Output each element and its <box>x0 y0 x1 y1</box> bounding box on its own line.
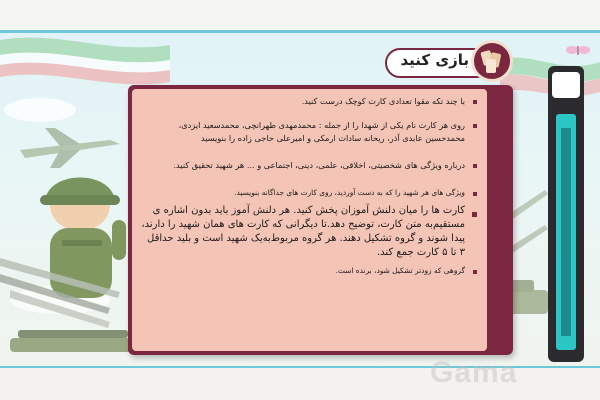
instruction-item: درباره ویژگی های شخصیتی، اخلاقی، علمی، دینی، اجتماعی و ... هر شهید تحقیق کنید. <box>140 159 477 172</box>
instruction-item: ویژگی های هر شهید را که به دست آوردید، روی کارت های جداگانه بنویسید. <box>140 187 477 198</box>
content-card <box>128 85 513 355</box>
instruction-item: روی هر کارت نام یکی از شهدا را از جمله : محمدمهدی طهرانچی، محمدسعید ایزدی، محمدحسین عابدی آذر، ریحانه سادات ارمکی و امیرعلی حاجی زاده را بنویسید <box>140 119 477 144</box>
title-badge <box>471 40 513 82</box>
instruction-item: کارت ها را میان دلنش آموزان پخش کنید. هر دلنش آموز باید بدون اشاره ی مستقیم‌به متن کارت، توضیح دهد.تا دیگرانی که کارت های همان شهید را دارند، پیدا شوند و گروه تشکیل دهند. هر گروه مربوط‌به‌یک شهید است و بلید حداقل ۳ تا ۵ کارت جمع کند. <box>140 204 477 261</box>
slide-title: بازی کنید <box>400 51 469 69</box>
side-panel-thumb[interactable] <box>552 72 580 98</box>
watermark-logo: Gama <box>430 356 518 389</box>
instruction-item: با چند تکه مقوا تعدادی کارت کوچک درست کنید. <box>140 95 477 107</box>
instructions-panel <box>132 89 487 351</box>
jet-left <box>20 128 120 168</box>
slide-side-scroller[interactable] <box>548 66 584 362</box>
butterfly-icon <box>566 46 590 55</box>
side-progress-track <box>561 128 571 336</box>
instruction-item: گروهی که زودتر تشکیل شود، برنده است. <box>140 265 477 276</box>
slide-title-tab <box>385 40 513 82</box>
cards-icon <box>474 43 510 79</box>
cloud-left <box>4 98 76 122</box>
side-progress-bar[interactable] <box>556 114 576 350</box>
